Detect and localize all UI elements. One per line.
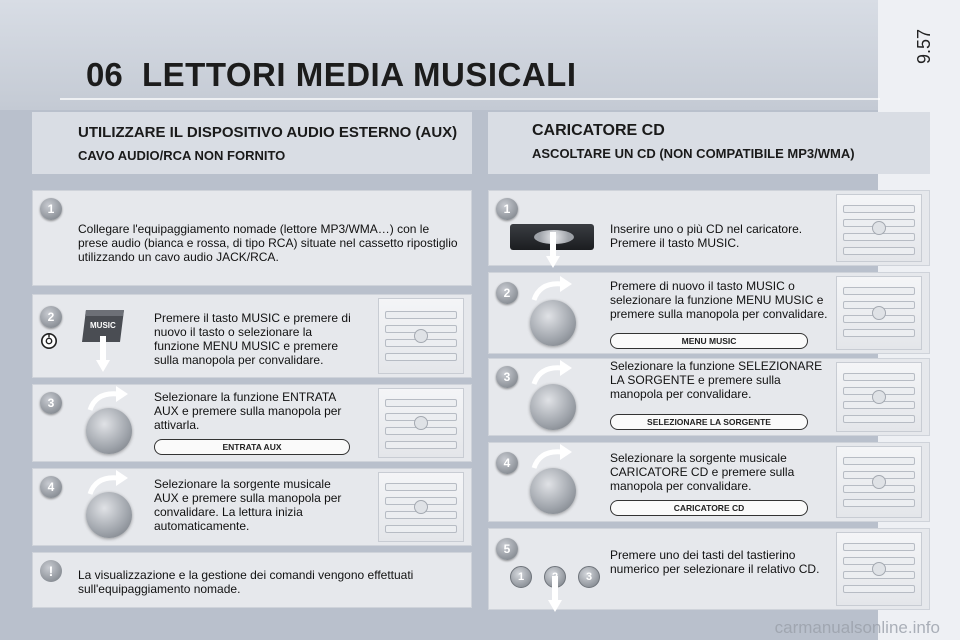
left-step-1-number: 1 bbox=[40, 198, 62, 220]
right-section-title: CARICATORE CD bbox=[532, 122, 665, 139]
control-knob-icon bbox=[530, 468, 576, 514]
left-section-header bbox=[32, 112, 472, 174]
right-step-4-number: 4 bbox=[496, 452, 518, 474]
watermark: carmanualsonline.info bbox=[774, 618, 940, 637]
left-step-4-text: Selezionare la sorgente musicale AUX e premere sulla manopola per convalidare. La lettura inizia automaticamente. bbox=[154, 477, 342, 533]
control-knob-icon bbox=[86, 492, 132, 538]
left-step-3-number: 3 bbox=[40, 392, 62, 414]
radio-panel-image bbox=[836, 446, 922, 518]
page-number: 9.57 bbox=[913, 28, 934, 65]
note-text: La visualizzazione e la gestione dei comandi vengono effettuati sull'equipaggiamento nomade. bbox=[78, 568, 414, 596]
arrow-down-icon bbox=[96, 336, 110, 372]
rotate-arrow-icon bbox=[530, 360, 572, 386]
radio-panel-image bbox=[378, 472, 464, 542]
left-step-2-number: 2 bbox=[40, 306, 62, 328]
radio-panel-image bbox=[378, 388, 464, 458]
radio-panel-image bbox=[836, 276, 922, 350]
right-step-2-text: Premere di nuovo il tasto MUSIC o selezionare la funzione MENU MUSIC e premere sulla manopola per convalidare. bbox=[610, 279, 828, 321]
radio-panel-image bbox=[836, 194, 922, 262]
right-step-5-number: 5 bbox=[496, 538, 518, 560]
caricatore-cd-pill: CARICATORE CD bbox=[610, 500, 808, 516]
radio-panel-image bbox=[836, 362, 922, 432]
entrata-aux-pill: ENTRATA AUX bbox=[154, 439, 350, 455]
left-step-3-text: Selezionare la funzione ENTRATA AUX e premere sulla manopola per attivarla. bbox=[154, 390, 342, 432]
left-step-4-number: 4 bbox=[40, 476, 62, 498]
music-key-label: MUSIC bbox=[90, 321, 116, 330]
numeric-key-3: 3 bbox=[578, 566, 600, 588]
right-section-subtitle: ASCOLTARE UN CD (NON COMPATIBILE MP3/WMA) bbox=[532, 146, 855, 161]
left-step-2-text: Premere il tasto MUSIC e premere di nuovo il tasto o selezionare la funzione MENU MUSIC e premere sulla manopola per convalidare. bbox=[154, 311, 351, 367]
right-step-4-text: Selezionare la sorgente musicale CARICATORE CD e premere sulla manopola per convalidare. bbox=[610, 451, 795, 493]
control-knob-icon bbox=[86, 408, 132, 454]
right-step-1-number: 1 bbox=[496, 198, 518, 220]
selezionare-sorgente-pill: SELEZIONARE LA SORGENTE bbox=[610, 414, 808, 430]
control-knob-icon bbox=[530, 384, 576, 430]
rotate-arrow-icon bbox=[530, 276, 572, 302]
menu-music-pill: MENU MUSIC bbox=[610, 333, 808, 349]
chapter-title: LETTORI MEDIA MUSICALI bbox=[142, 56, 577, 93]
right-step-5-text: Premere uno dei tasti del tastierino numerico per selezionare il relativo CD. bbox=[610, 548, 820, 576]
left-section-title: UTILIZZARE IL DISPOSITIVO AUDIO ESTERNO (AUX) bbox=[78, 124, 458, 141]
radio-panel-image bbox=[378, 298, 464, 374]
control-knob-icon bbox=[530, 300, 576, 346]
left-step-1-text: Collegare l'equipaggiamento nomade (lettore MP3/WMA…) con le prese audio (bianca e rossa, di tipo RCA) situate nel cassetto ripostiglio utilizzando un cavo audio JACK/RCA. bbox=[78, 222, 458, 264]
right-step-1-text: Inserire uno o più CD nel caricatore. Premere il tasto MUSIC. bbox=[610, 222, 803, 250]
radio-panel-image bbox=[836, 532, 922, 606]
aux-plug-icon bbox=[40, 332, 58, 350]
warning-icon: ! bbox=[40, 560, 62, 582]
arrow-down-icon bbox=[548, 576, 562, 612]
left-section-subtitle: CAVO AUDIO/RCA NON FORNITO bbox=[78, 148, 286, 163]
chapter-number: 06 bbox=[86, 56, 123, 93]
right-step-3-number: 3 bbox=[496, 366, 518, 388]
numeric-key-1: 1 bbox=[510, 566, 532, 588]
rotate-arrow-icon bbox=[530, 444, 572, 470]
header-divider bbox=[60, 98, 880, 100]
right-step-2-number: 2 bbox=[496, 282, 518, 304]
arrow-down-icon bbox=[546, 232, 560, 268]
right-step-3-text: Selezionare la funzione SELEZIONARE LA SORGENTE e premere sulla manopola per convalidare. bbox=[610, 359, 823, 401]
